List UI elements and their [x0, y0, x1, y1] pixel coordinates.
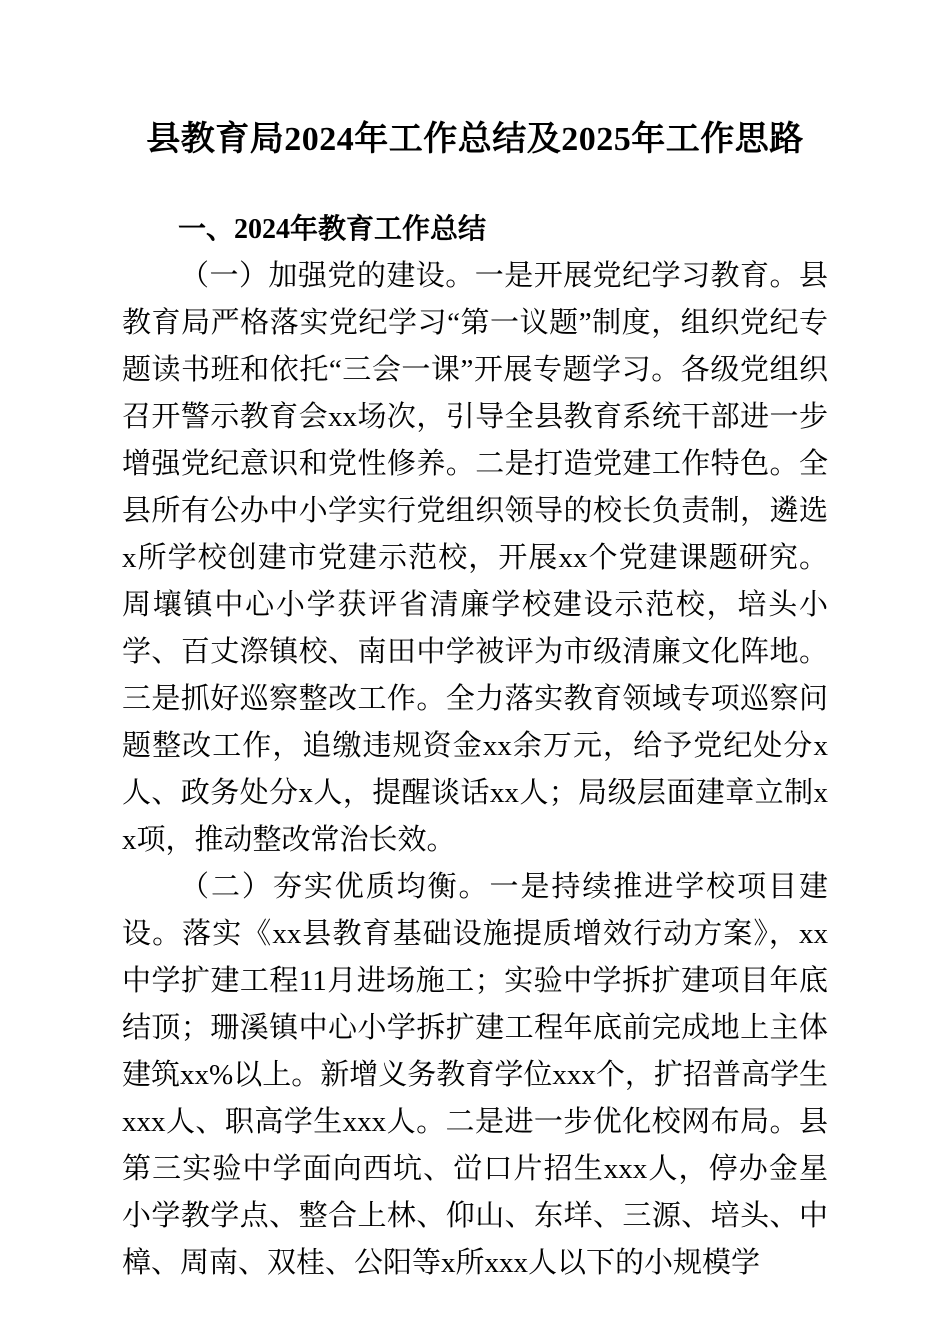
paragraph-party-building: （一）加强党的建设。一是开展党纪学习教育。县教育局严格落实党纪学习“第一议题”制度，组织党纪专题读书班和依托“三会一课”开展专题学习。各级党组织召开警示教育会xx场次，引导全县教育系统干部进一步增强党纪意识和党性修养。二是打造党建工作特色。全县所有公办中小学实行党组织领导的校长负责制，遴选x所学校创建市党建示范校，开展xx个党建课题研究。周壤镇中心小学获评省清廉学校建设示范校，培头小学、百丈漈镇校、南田中学被评为市级清廉文化阵地。三是抓好巡察整改工作。全力落实教育领域专项巡察问题整改工作，追缴违规资金xx余万元，给予党纪处分x人、政务处分x人，提醒谈话xx人；局级层面建章立制xx项，推动整改常治长效。: [122, 260, 828, 857]
paragraph-quality-balance: （二）夯实优质均衡。一是持续推进学校项目建设。落实《xx县教育基础设施提质增效行动方案》，xx中学扩建工程11月进场施工；实验中学拆扩建项目年底结顶；珊溪镇中心小学拆扩建工程年底前完成地上主体建筑xx%以上。新增义务教育学位xxx个，扩招普高学生xxx人、职高学生xxx人。二是进一步优化校网布局。县第三实验中学面向西坑、峃口片招生xxx人，停办金星小学教学点、整合上林、仰山、东垟、三源、培头、中樟、周南、双桂、公阳等x所xxx人以下的小规模学: [122, 871, 828, 1280]
document-title: 县教育局2024年工作总结及2025年工作思路: [146, 121, 804, 158]
section-heading: 一、2024年教育工作总结: [178, 214, 487, 246]
